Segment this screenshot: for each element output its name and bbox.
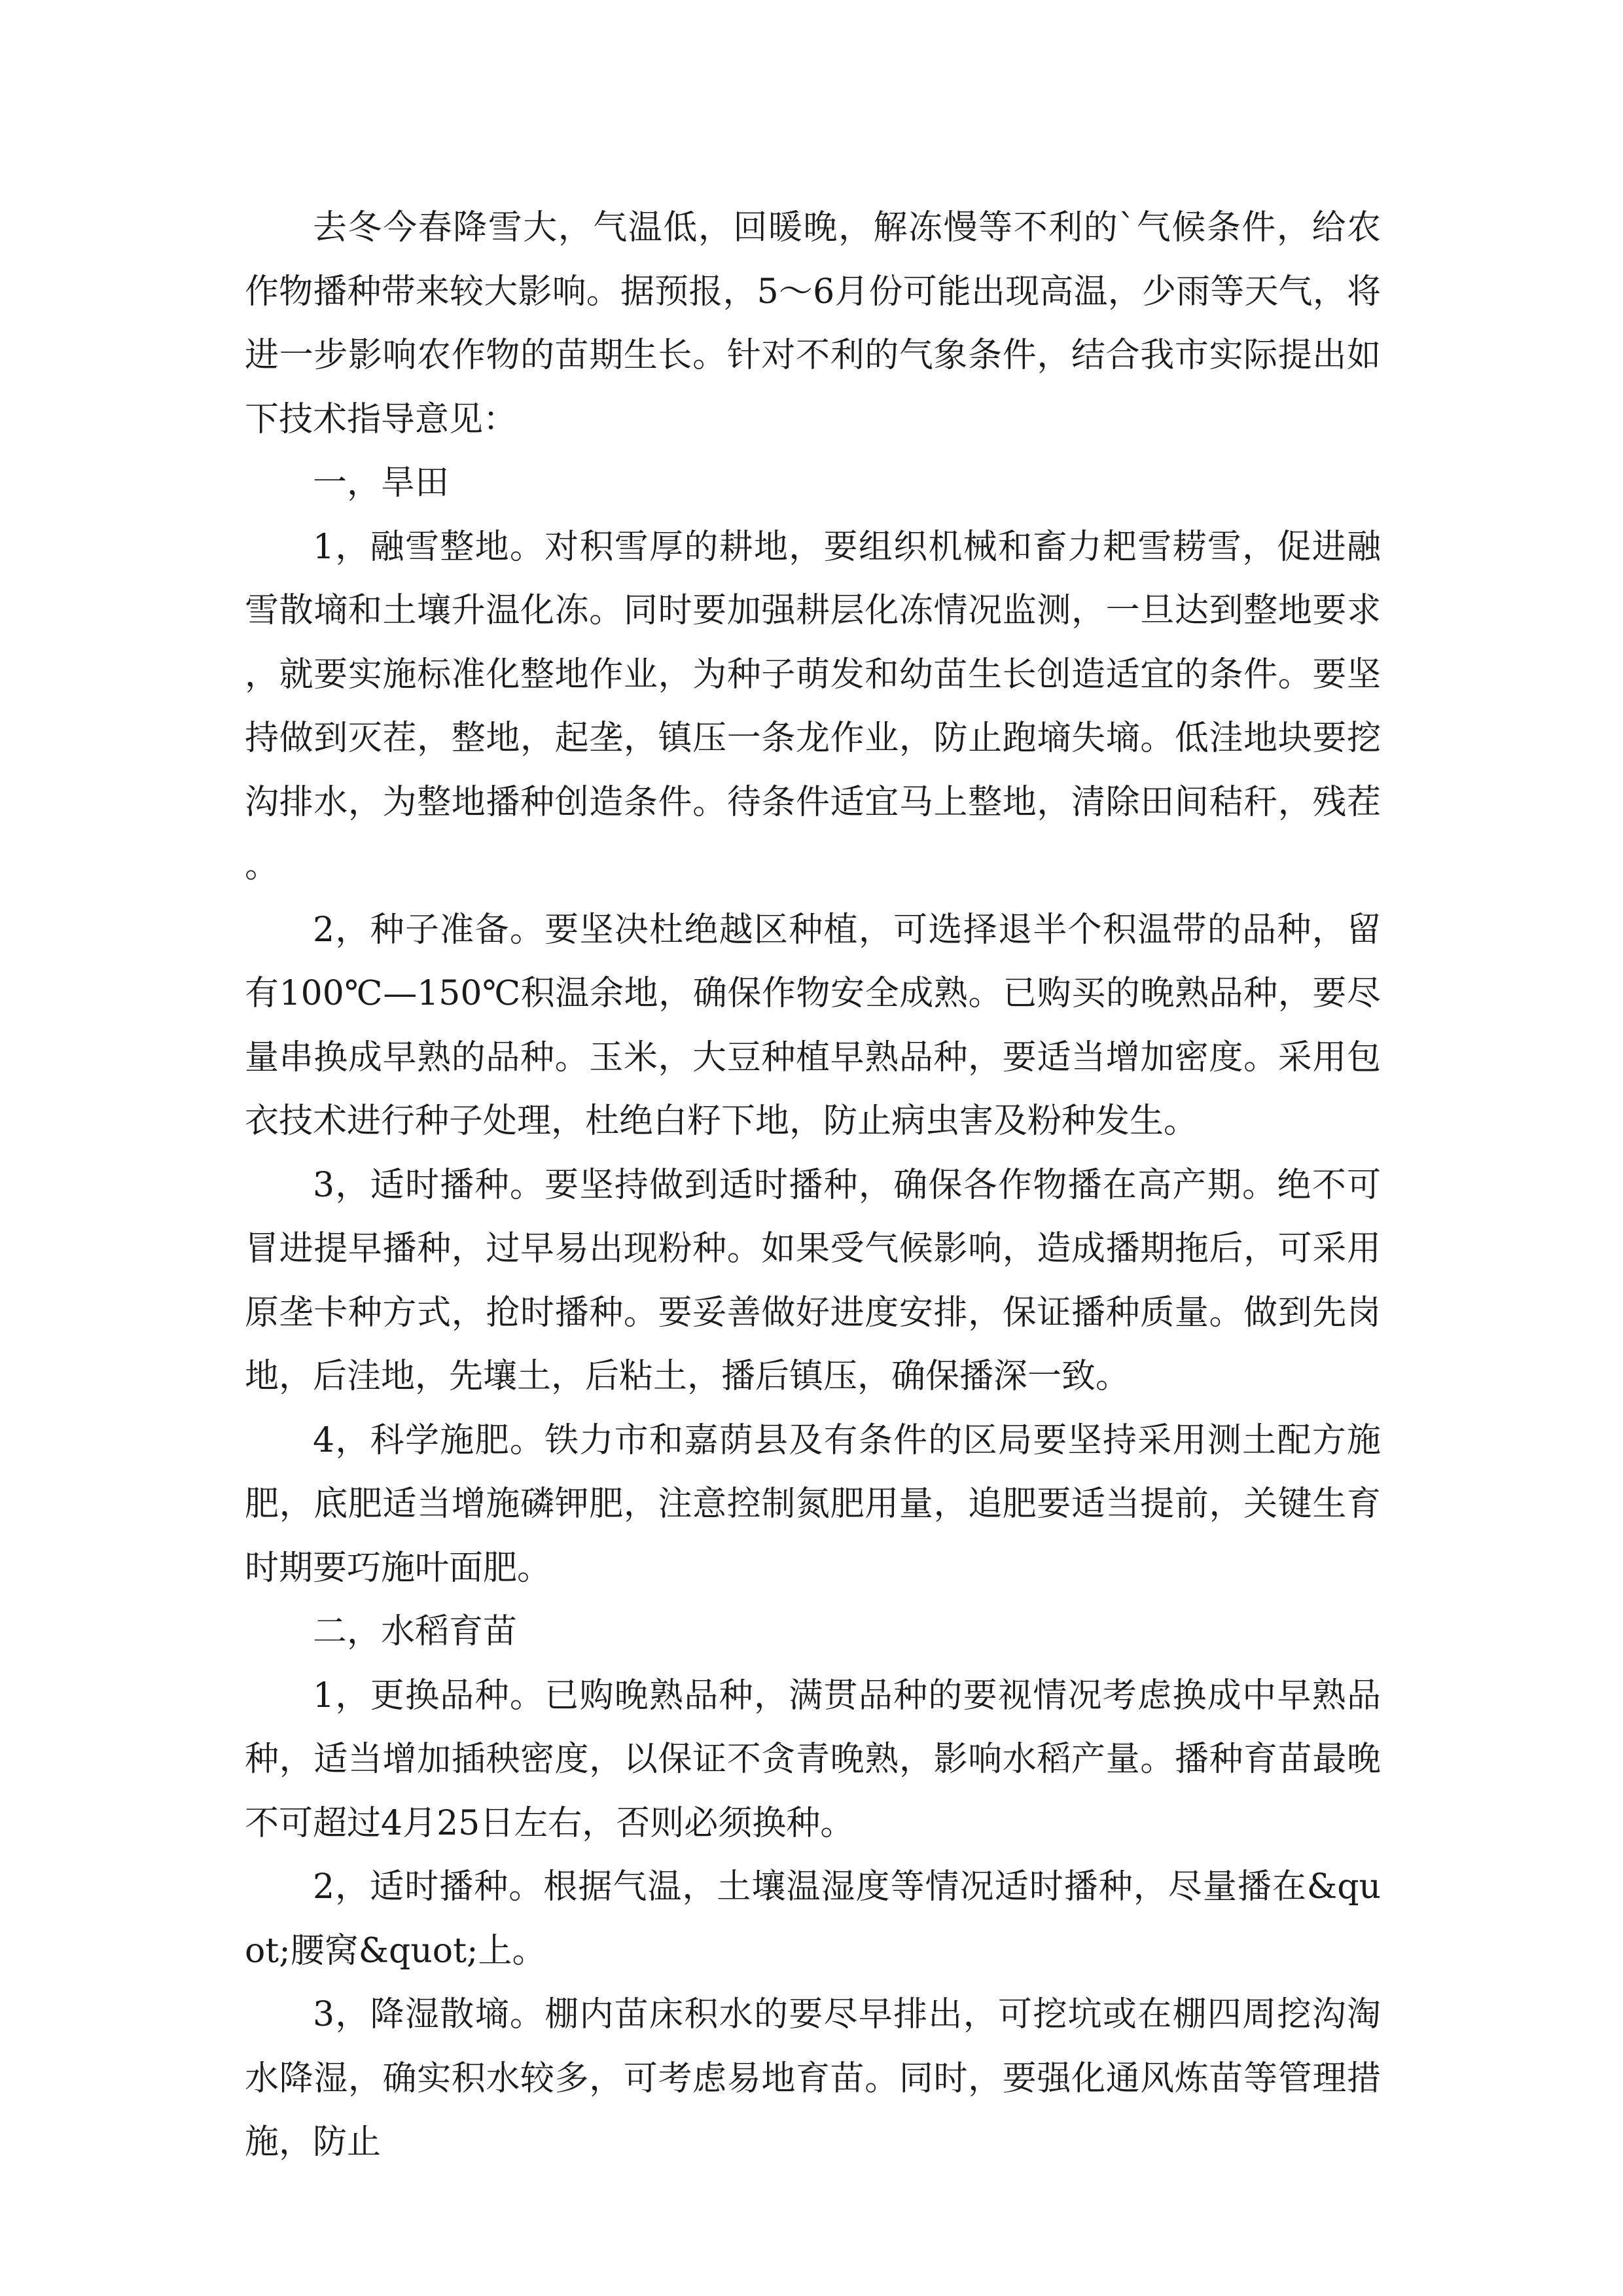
paragraph-dehumidify: 3，降湿散墒。棚内苗床积水的要尽早排出，可挖坑或在棚四周挖沟淘水降湿，确实积水较多，可考虑易地育苗。同时，要强化通风炼苗等管理措施，防止 <box>245 1995 1381 2162</box>
intro-paragraph: 去冬今春降雪大，气温低，回暖晚，解冻慢等不利的`气候条件，给农作物播种带来较大影响。据预报，5～6月份可能出现高温，少雨等天气，将进一步影响农作物的苗期生长。针对不利的气象条件，结合我市实际提出如下技术指导意见： <box>245 208 1381 439</box>
paragraph-scientific-fertilization: 4，科学施肥。铁力市和嘉荫县及有条件的区局要坚持采用测土配方施肥，底肥适当增施磷钾肥，注意控制氮肥用量，追肥要适当提前，关键生育时期要巧施叶面肥。 <box>245 1420 1381 1588</box>
paragraph-seed-preparation: 2，种子准备。要坚决杜绝越区种植，可选择退半个积温带的品种，留有100℃—150℃积温余地，确保作物安全成熟。已购买的晚熟品种，要尽量串换成早熟的品种。玉米，大豆种植早熟品种，要适当增加密度。采用包衣技术进行种子处理，杜绝白籽下地，防止病虫害及粉种发生。 <box>245 910 1381 1141</box>
document-page <box>245 196 1381 2175</box>
paragraph-rice-timely-sowing: 2，适时播种。根据气温，土壤温湿度等情况适时播种，尽量播在&quot;腰窝&quot;上。 <box>245 1867 1381 1971</box>
section-heading-rice-seedling: 二，水稻育苗 <box>313 1612 518 1651</box>
paragraph-timely-sowing: 3，适时播种。要坚持做到适时播种，确保各作物播在高产期。绝不可冒进提早播种，过早易出现粉种。如果受气候影响，造成播期拖后，可采用原垄卡种方式，抢时播种。要妥善做好进度安排，保证播种质量。做到先岗地，后洼地，先壤土，后粘土，播后镇压，确保播深一致。 <box>245 1165 1381 1396</box>
section-heading-dry-field: 一，旱田 <box>313 463 450 503</box>
paragraph-snowmelt-land-prep: 1，融雪整地。对积雪厚的耕地，要组织机械和畜力耙雪耢雪，促进融雪散墒和土壤升温化冻。同时要加强耕层化冻情况监测，一旦达到整地要求，就要实施标准化整地作业，为种子萌发和幼苗生长创造适宜的条件。要坚持做到灭茬，整地，起垄，镇压一条龙作业，防止跑墒失墒。低洼地块要挖沟排水，为整地播种创造条件。待条件适宜马上整地，清除田间秸秆，残茬。 <box>245 527 1381 886</box>
paragraph-replace-variety: 1，更换品种。已购晚熟品种，满贯品种的要视情况考虑换成中早熟品种，适当增加插秧密度，以保证不贪青晚熟，影响水稻产量。播种育苗最晚不可超过4月25日左右，否则必须换种。 <box>245 1676 1381 1843</box>
